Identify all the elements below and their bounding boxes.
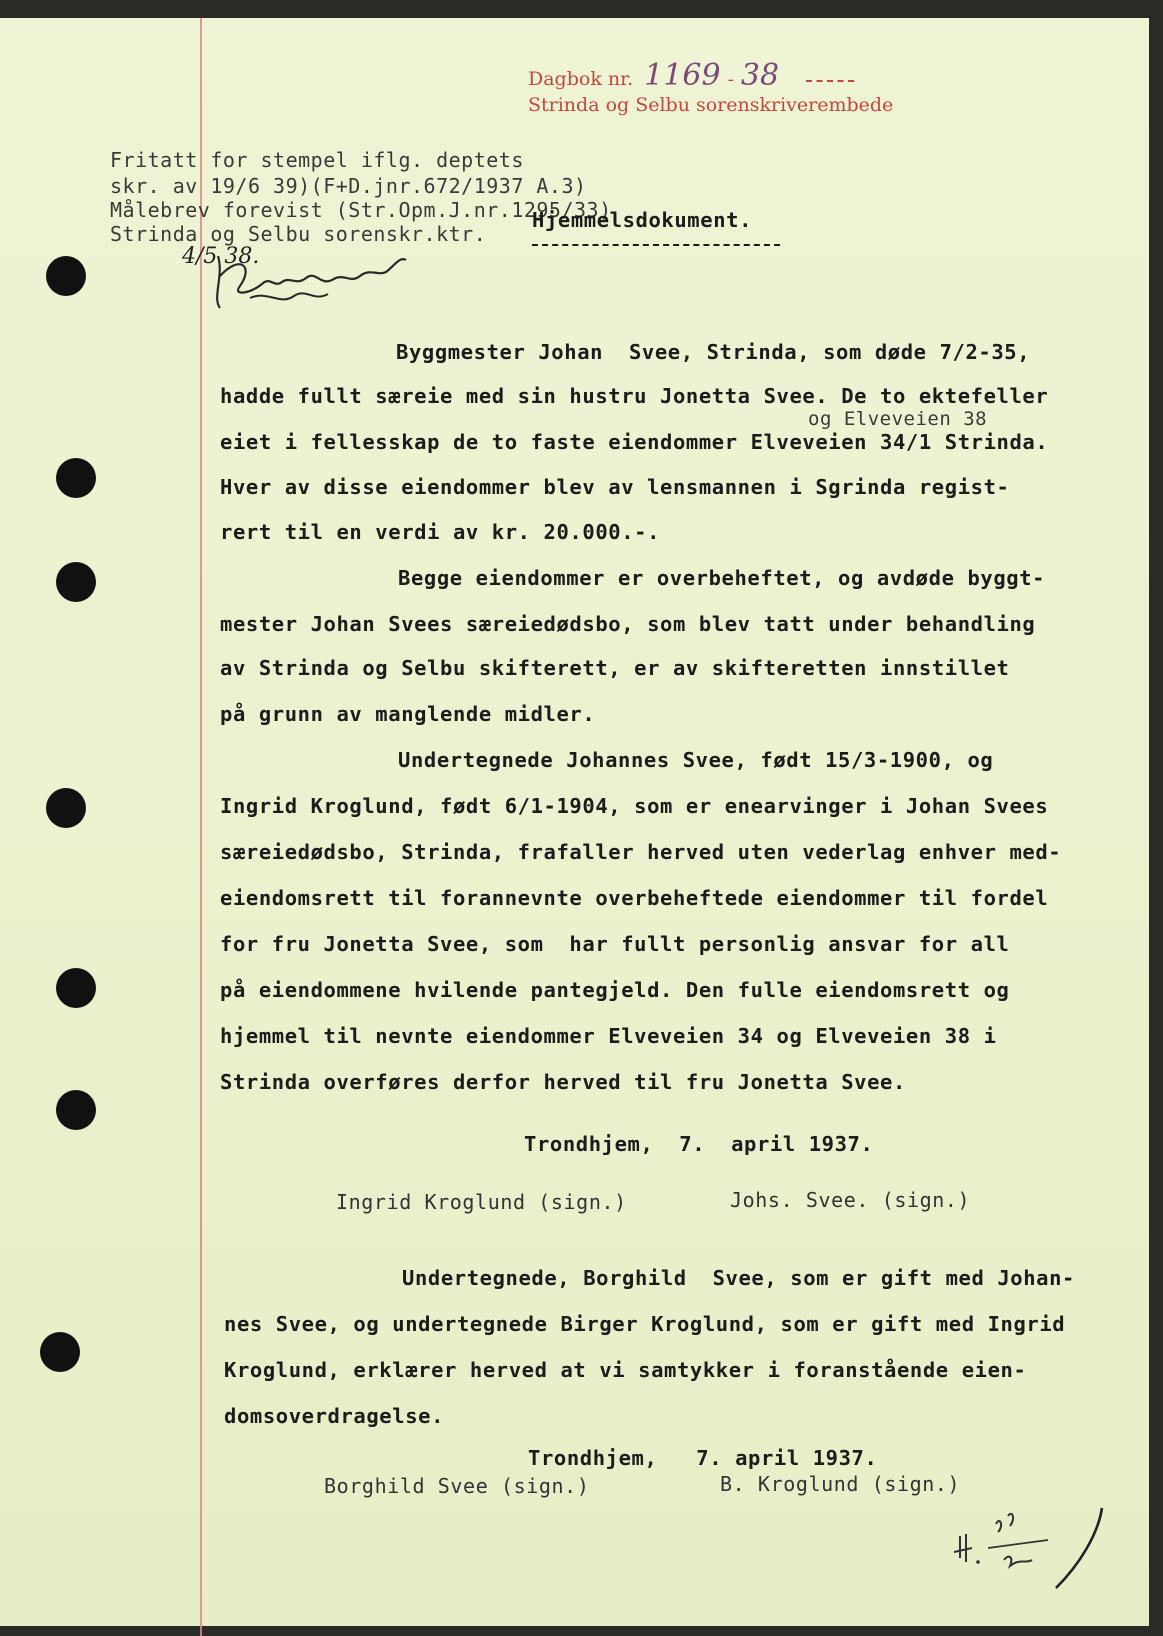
body-line: Kroglund, erklærer herved at vi samtykker i foranstående eien- [224, 1358, 1027, 1382]
document-heading: Hjemmelsdokument. [532, 208, 753, 232]
stamp-journal-label: Dagbok nr. [528, 68, 634, 90]
stamp-journal-year: 38 [740, 58, 780, 93]
margin-note-line-2: skr. av 19/6 39)(F+D.jnr.672/1937 A.3) [110, 174, 587, 198]
body-line: for fru Jonetta Svee, som har fullt personlig ansvar for all [220, 932, 1010, 956]
stamp-journal-number: 1169 [644, 58, 721, 93]
body-line: Undertegnede, Borghild Svee, som er gift med Johan- [402, 1266, 1075, 1290]
body-line: Undertegnede Johannes Svee, født 15/3-1900, og [398, 748, 994, 772]
registry-stamp: Dagbok nr. 1169 ‑ 38 [528, 58, 854, 93]
scan-border-bottom [0, 1626, 1163, 1636]
body-line: hjemmel til nevnte eiendommer Elveveien 34 og Elveveien 38 i [220, 1024, 997, 1048]
body-line: eiet i fellesskap de to faste eiendommer Elveveien 34/1 Strinda. [220, 430, 1049, 454]
signature-left: Borghild Svee (sign.) [324, 1474, 590, 1498]
body-line: mester Johan Svees særeiedødsbo, som blev tatt under behandling [220, 612, 1036, 636]
body-line: særeiedødsbo, Strinda, frafaller herved uten vederlag enhver med- [220, 840, 1062, 864]
margin-note-line-1: Fritatt for stempel iflg. deptets [110, 148, 524, 172]
punch-hole [56, 562, 96, 602]
body-line: Strinda overføres derfor herved til fru Jonetta Svee. [220, 1070, 906, 1094]
scan-border-right [1149, 0, 1163, 1636]
place-date: Trondhjem, 7. april 1937. [528, 1446, 878, 1470]
body-line: domsoverdragelse. [224, 1404, 445, 1428]
body-line: på grunn av manglende midler. [220, 702, 596, 726]
body-line: på eiendommene hvilende pantegjeld. Den fulle eiendomsrett og [220, 978, 1010, 1002]
body-line: hadde fullt særeie med sin hustru Jonetta Svee. De to ektefeller [220, 384, 1049, 408]
punch-hole [40, 1332, 80, 1372]
body-line: av Strinda og Selbu skifterett, er av skifteretten innstillet [220, 656, 1010, 680]
clerk-initials-mark [952, 1504, 1122, 1594]
signature-right: B. Kroglund (sign.) [720, 1472, 961, 1496]
punch-hole [46, 256, 86, 296]
heading-underline [532, 244, 780, 248]
body-line: nes Svee, og undertegnede Birger Kroglund, som er gift med Ingrid [224, 1312, 1066, 1336]
punch-hole [46, 788, 86, 828]
body-line: Ingrid Kroglund, født 6/1-1904, som er enearvinger i Johan Svees [220, 794, 1049, 818]
scan-border-top [0, 0, 1163, 18]
margin-note-date: 4/5 38. [182, 244, 260, 269]
margin-note-line-4: Strinda og Selbu sorenskr.ktr. [110, 222, 487, 246]
punch-hole [56, 1090, 96, 1130]
margin-note-line-3: Målebrev forevist (Str.Opm.J.nr.1295/33) [110, 198, 612, 222]
body-line: rert til en verdi av kr. 20.000.-. [220, 520, 661, 544]
insertion-note: og Elveveien 38 [808, 408, 988, 430]
place-date: Trondhjem, 7. april 1937. [524, 1132, 874, 1156]
stamp-office: Strinda og Selbu sorenskriverembede [528, 94, 894, 116]
body-line: Begge eiendommer er overbeheftet, og avdøde byggt- [398, 566, 1046, 590]
punch-hole [56, 968, 96, 1008]
official-signature [210, 246, 430, 316]
signature-right: Johs. Svee. (sign.) [730, 1188, 971, 1212]
signature-left: Ingrid Kroglund (sign.) [336, 1190, 627, 1214]
punch-hole [56, 458, 96, 498]
body-line: Hver av disse eiendommer blev av lensmannen i Sgrinda regist- [220, 475, 1010, 499]
body-line: Byggmester Johan Svee, Strinda, som døde 7/2-35, [396, 340, 1031, 364]
body-line: eiendomsrett til forannevnte overbeheftede eiendommer til fordel [220, 886, 1049, 910]
